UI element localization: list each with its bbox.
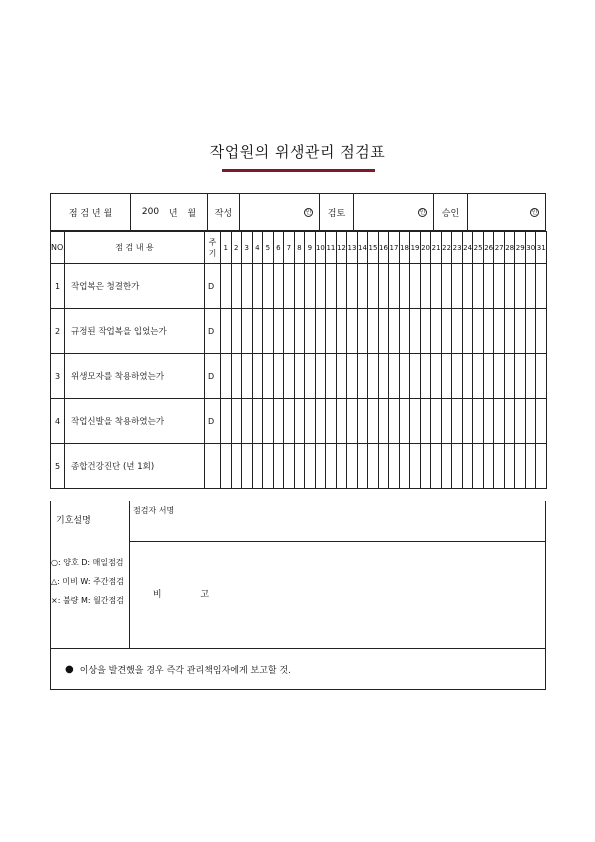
item-number: 5 bbox=[51, 444, 65, 489]
day-header: 3 bbox=[242, 232, 253, 264]
check-cell[interactable] bbox=[441, 444, 452, 489]
check-cell[interactable] bbox=[525, 354, 536, 399]
check-cell[interactable] bbox=[462, 399, 473, 444]
check-cell[interactable] bbox=[504, 264, 515, 309]
check-cell[interactable] bbox=[336, 444, 347, 489]
check-cell[interactable] bbox=[252, 309, 263, 354]
date-field[interactable] bbox=[131, 194, 208, 230]
check-cell[interactable] bbox=[378, 444, 389, 489]
approver-seal-field[interactable] bbox=[468, 194, 545, 230]
check-cell[interactable] bbox=[441, 354, 452, 399]
check-cell[interactable] bbox=[452, 264, 463, 309]
check-cell[interactable] bbox=[399, 399, 410, 444]
check-cell[interactable] bbox=[389, 309, 400, 354]
check-cell[interactable] bbox=[452, 309, 463, 354]
check-cell[interactable] bbox=[273, 354, 284, 399]
check-cell[interactable] bbox=[242, 444, 253, 489]
seal-icon: 인 bbox=[531, 208, 538, 216]
check-cell[interactable] bbox=[473, 309, 484, 354]
check-cell[interactable] bbox=[483, 354, 494, 399]
day-header: 16 bbox=[378, 232, 389, 264]
check-cell[interactable] bbox=[536, 264, 547, 309]
day-header: 6 bbox=[273, 232, 284, 264]
check-cell[interactable] bbox=[368, 264, 379, 309]
check-cell[interactable] bbox=[336, 264, 347, 309]
item-cycle bbox=[205, 444, 221, 489]
table-row bbox=[51, 264, 547, 309]
check-cell[interactable] bbox=[231, 354, 242, 399]
check-cell[interactable] bbox=[483, 264, 494, 309]
check-cell[interactable] bbox=[294, 399, 305, 444]
check-cell[interactable] bbox=[263, 264, 274, 309]
day-header: 13 bbox=[347, 232, 358, 264]
reviewer-seal-field[interactable] bbox=[354, 194, 434, 230]
day-header: 21 bbox=[431, 232, 442, 264]
check-cell[interactable] bbox=[242, 309, 253, 354]
check-cell[interactable] bbox=[515, 444, 526, 489]
page-title: 작업원의 위생관리 점검표 bbox=[209, 143, 386, 161]
item-text: 작업신발을 착용하였는가 bbox=[65, 399, 205, 444]
day-header: 27 bbox=[494, 232, 505, 264]
check-cell[interactable] bbox=[326, 354, 337, 399]
check-cell[interactable] bbox=[462, 444, 473, 489]
check-cell[interactable] bbox=[483, 399, 494, 444]
check-cell[interactable] bbox=[357, 399, 368, 444]
check-cell[interactable] bbox=[221, 354, 232, 399]
check-cell[interactable] bbox=[347, 399, 358, 444]
check-cell[interactable] bbox=[347, 354, 358, 399]
day-header: 8 bbox=[294, 232, 305, 264]
check-cell[interactable] bbox=[284, 354, 295, 399]
check-cell[interactable] bbox=[284, 264, 295, 309]
check-cell[interactable] bbox=[273, 264, 284, 309]
check-cell[interactable] bbox=[378, 309, 389, 354]
check-cell[interactable] bbox=[389, 264, 400, 309]
cycle-header: 주기 bbox=[205, 232, 221, 264]
check-cell[interactable] bbox=[347, 444, 358, 489]
check-cell[interactable] bbox=[273, 444, 284, 489]
item-text: 종합건강진단 (년 1회) bbox=[65, 444, 205, 489]
check-cell[interactable] bbox=[483, 444, 494, 489]
check-cell[interactable] bbox=[431, 264, 442, 309]
check-cell[interactable] bbox=[462, 264, 473, 309]
title-underline bbox=[222, 169, 375, 172]
item-text: 규정된 작업복을 입었는가 bbox=[65, 309, 205, 354]
seal-icon: 인 bbox=[419, 208, 426, 216]
check-cell[interactable] bbox=[305, 354, 316, 399]
check-cell[interactable] bbox=[326, 264, 337, 309]
check-cell[interactable] bbox=[515, 399, 526, 444]
date-label: 점 검 년 월 bbox=[51, 194, 131, 230]
check-cell[interactable] bbox=[315, 354, 326, 399]
check-cell[interactable] bbox=[231, 309, 242, 354]
day-header: 18 bbox=[399, 232, 410, 264]
check-cell[interactable] bbox=[494, 309, 505, 354]
check-cell[interactable] bbox=[420, 309, 431, 354]
check-cell[interactable] bbox=[221, 309, 232, 354]
check-cell[interactable] bbox=[315, 264, 326, 309]
day-header: 5 bbox=[263, 232, 274, 264]
item-number: 2 bbox=[51, 309, 65, 354]
check-cell[interactable] bbox=[315, 399, 326, 444]
legend-line: △: 미비 W: 주간점검 bbox=[51, 577, 124, 586]
item-cycle: D bbox=[205, 399, 221, 444]
check-cell[interactable] bbox=[399, 354, 410, 399]
check-cell[interactable] bbox=[410, 264, 421, 309]
day-header: 14 bbox=[357, 232, 368, 264]
no-header: NO. bbox=[51, 232, 65, 264]
inspector-signature-label: 점검자 서명 bbox=[133, 506, 175, 515]
check-cell[interactable] bbox=[389, 399, 400, 444]
check-cell[interactable] bbox=[284, 399, 295, 444]
check-cell[interactable] bbox=[347, 264, 358, 309]
check-cell[interactable] bbox=[420, 354, 431, 399]
check-cell[interactable] bbox=[326, 309, 337, 354]
check-cell[interactable] bbox=[420, 264, 431, 309]
check-cell[interactable] bbox=[536, 444, 547, 489]
check-cell[interactable] bbox=[462, 354, 473, 399]
day-header: 23 bbox=[452, 232, 463, 264]
day-header: 9 bbox=[305, 232, 316, 264]
check-cell[interactable] bbox=[389, 354, 400, 399]
check-cell[interactable] bbox=[294, 264, 305, 309]
check-cell[interactable] bbox=[399, 309, 410, 354]
check-cell[interactable] bbox=[252, 264, 263, 309]
check-cell[interactable] bbox=[315, 309, 326, 354]
check-cell[interactable] bbox=[473, 399, 484, 444]
check-cell[interactable] bbox=[357, 309, 368, 354]
check-cell[interactable] bbox=[336, 399, 347, 444]
checklist-table bbox=[50, 231, 547, 489]
day-header: 30 bbox=[525, 232, 536, 264]
check-cell[interactable] bbox=[494, 399, 505, 444]
day-header: 17 bbox=[389, 232, 400, 264]
check-cell[interactable] bbox=[336, 354, 347, 399]
check-cell[interactable] bbox=[525, 264, 536, 309]
writer-seal-field[interactable] bbox=[240, 194, 320, 230]
check-cell[interactable] bbox=[504, 309, 515, 354]
day-header: 4 bbox=[252, 232, 263, 264]
check-cell[interactable] bbox=[368, 399, 379, 444]
check-cell[interactable] bbox=[378, 264, 389, 309]
check-cell[interactable] bbox=[473, 264, 484, 309]
check-cell[interactable] bbox=[263, 309, 274, 354]
check-cell[interactable] bbox=[252, 399, 263, 444]
item-number: 4 bbox=[51, 399, 65, 444]
role-label-approver: 승인 bbox=[434, 194, 468, 230]
check-cell[interactable] bbox=[399, 444, 410, 489]
check-cell[interactable] bbox=[410, 444, 421, 489]
check-cell[interactable] bbox=[305, 264, 316, 309]
check-cell[interactable] bbox=[410, 399, 421, 444]
legend-line: ○: 양호 D: 매일점검 bbox=[51, 558, 124, 567]
check-cell[interactable] bbox=[504, 444, 515, 489]
header-row bbox=[51, 232, 547, 264]
check-cell[interactable] bbox=[525, 309, 536, 354]
check-cell[interactable] bbox=[252, 354, 263, 399]
year-value: 200 bbox=[141, 207, 160, 217]
item-cycle: D bbox=[205, 309, 221, 354]
check-cell[interactable] bbox=[357, 264, 368, 309]
legend-title: 기호설명 bbox=[56, 516, 91, 526]
check-cell[interactable] bbox=[420, 444, 431, 489]
day-header: 15 bbox=[368, 232, 379, 264]
check-cell[interactable] bbox=[515, 264, 526, 309]
check-cell[interactable] bbox=[389, 444, 400, 489]
seal-icon: 인 bbox=[305, 208, 312, 216]
table-row bbox=[51, 354, 547, 399]
check-cell[interactable] bbox=[305, 444, 316, 489]
check-cell[interactable] bbox=[368, 309, 379, 354]
day-header: 26 bbox=[483, 232, 494, 264]
remarks-label: 비 고 bbox=[152, 590, 228, 600]
item-cycle: D bbox=[205, 264, 221, 309]
check-cell[interactable] bbox=[473, 444, 484, 489]
check-cell[interactable] bbox=[315, 444, 326, 489]
check-cell[interactable] bbox=[347, 309, 358, 354]
check-cell[interactable] bbox=[221, 444, 232, 489]
check-cell[interactable] bbox=[242, 399, 253, 444]
check-cell[interactable] bbox=[294, 444, 305, 489]
check-cell[interactable] bbox=[504, 354, 515, 399]
check-cell[interactable] bbox=[536, 309, 547, 354]
check-cell[interactable] bbox=[221, 399, 232, 444]
check-cell[interactable] bbox=[452, 399, 463, 444]
day-header: 22 bbox=[441, 232, 452, 264]
check-cell[interactable] bbox=[494, 444, 505, 489]
table-row bbox=[51, 309, 547, 354]
check-cell[interactable] bbox=[494, 354, 505, 399]
lower-section bbox=[50, 501, 546, 649]
divider bbox=[130, 541, 546, 542]
check-cell[interactable] bbox=[326, 444, 337, 489]
note-text: 이상을 발견했을 경우 즉각 관리책임자에게 보고할 것. bbox=[79, 665, 292, 676]
item-text: 작업복은 청결한가 bbox=[65, 264, 205, 309]
check-cell[interactable] bbox=[305, 309, 316, 354]
check-cell[interactable] bbox=[536, 354, 547, 399]
check-cell[interactable] bbox=[231, 399, 242, 444]
legend-box bbox=[51, 501, 130, 649]
role-label-reviewer: 검토 bbox=[320, 194, 354, 230]
check-cell[interactable] bbox=[252, 444, 263, 489]
day-header: 24 bbox=[462, 232, 473, 264]
day-header: 29 bbox=[515, 232, 526, 264]
check-cell[interactable] bbox=[378, 399, 389, 444]
check-cell[interactable] bbox=[357, 354, 368, 399]
table-row bbox=[51, 444, 547, 489]
item-number: 3 bbox=[51, 354, 65, 399]
check-cell[interactable] bbox=[431, 399, 442, 444]
check-cell[interactable] bbox=[441, 399, 452, 444]
check-cell[interactable] bbox=[378, 354, 389, 399]
check-cell[interactable] bbox=[357, 444, 368, 489]
day-header: 28 bbox=[504, 232, 515, 264]
check-cell[interactable] bbox=[336, 309, 347, 354]
check-cell[interactable] bbox=[431, 354, 442, 399]
check-cell[interactable] bbox=[504, 399, 515, 444]
check-cell[interactable] bbox=[231, 264, 242, 309]
table-row bbox=[51, 399, 547, 444]
item-text: 위생모자를 착용하였는가 bbox=[65, 354, 205, 399]
check-cell[interactable] bbox=[221, 264, 232, 309]
month-unit: 월 bbox=[187, 208, 197, 219]
check-cell[interactable] bbox=[431, 309, 442, 354]
check-cell[interactable] bbox=[525, 399, 536, 444]
check-cell[interactable] bbox=[410, 309, 421, 354]
role-label-writer: 작성 bbox=[208, 194, 240, 230]
check-cell[interactable] bbox=[462, 309, 473, 354]
check-cell[interactable] bbox=[294, 354, 305, 399]
check-cell[interactable] bbox=[399, 264, 410, 309]
check-cell[interactable] bbox=[410, 354, 421, 399]
check-cell[interactable] bbox=[441, 264, 452, 309]
check-cell[interactable] bbox=[536, 399, 547, 444]
day-header: 11 bbox=[326, 232, 337, 264]
check-cell[interactable] bbox=[242, 264, 253, 309]
check-cell[interactable] bbox=[231, 444, 242, 489]
legend-line: ×: 불량 M: 월간점검 bbox=[51, 596, 124, 605]
bullet-icon: ● bbox=[65, 663, 74, 675]
check-cell[interactable] bbox=[473, 354, 484, 399]
check-cell[interactable] bbox=[452, 444, 463, 489]
day-header: 31 bbox=[536, 232, 547, 264]
day-header: 19 bbox=[410, 232, 421, 264]
check-cell[interactable] bbox=[284, 444, 295, 489]
item-number: 1 bbox=[51, 264, 65, 309]
day-header: 10 bbox=[315, 232, 326, 264]
check-cell[interactable] bbox=[273, 399, 284, 444]
check-cell[interactable] bbox=[368, 354, 379, 399]
legend-lines bbox=[51, 553, 124, 610]
check-cell[interactable] bbox=[515, 354, 526, 399]
check-cell[interactable] bbox=[263, 444, 274, 489]
check-cell[interactable] bbox=[263, 399, 274, 444]
check-cell[interactable] bbox=[525, 444, 536, 489]
item-cycle: D bbox=[205, 354, 221, 399]
check-cell[interactable] bbox=[305, 399, 316, 444]
check-cell[interactable] bbox=[273, 309, 284, 354]
check-cell[interactable] bbox=[294, 309, 305, 354]
check-cell[interactable] bbox=[326, 399, 337, 444]
check-cell[interactable] bbox=[242, 354, 253, 399]
approval-row bbox=[50, 193, 546, 231]
content-header: 점 검 내 용 bbox=[65, 232, 205, 264]
note-box bbox=[50, 649, 546, 690]
check-cell[interactable] bbox=[515, 309, 526, 354]
check-cell[interactable] bbox=[452, 354, 463, 399]
day-header: 20 bbox=[420, 232, 431, 264]
day-header: 1 bbox=[221, 232, 232, 264]
check-cell[interactable] bbox=[483, 309, 494, 354]
check-cell[interactable] bbox=[368, 444, 379, 489]
day-header: 12 bbox=[336, 232, 347, 264]
check-cell[interactable] bbox=[263, 354, 274, 399]
check-cell[interactable] bbox=[431, 444, 442, 489]
check-cell[interactable] bbox=[420, 399, 431, 444]
year-unit: 년 bbox=[168, 208, 178, 219]
day-header: 2 bbox=[231, 232, 242, 264]
day-header: 7 bbox=[284, 232, 295, 264]
check-cell[interactable] bbox=[441, 309, 452, 354]
check-cell[interactable] bbox=[494, 264, 505, 309]
day-header: 25 bbox=[473, 232, 484, 264]
check-cell[interactable] bbox=[284, 309, 295, 354]
